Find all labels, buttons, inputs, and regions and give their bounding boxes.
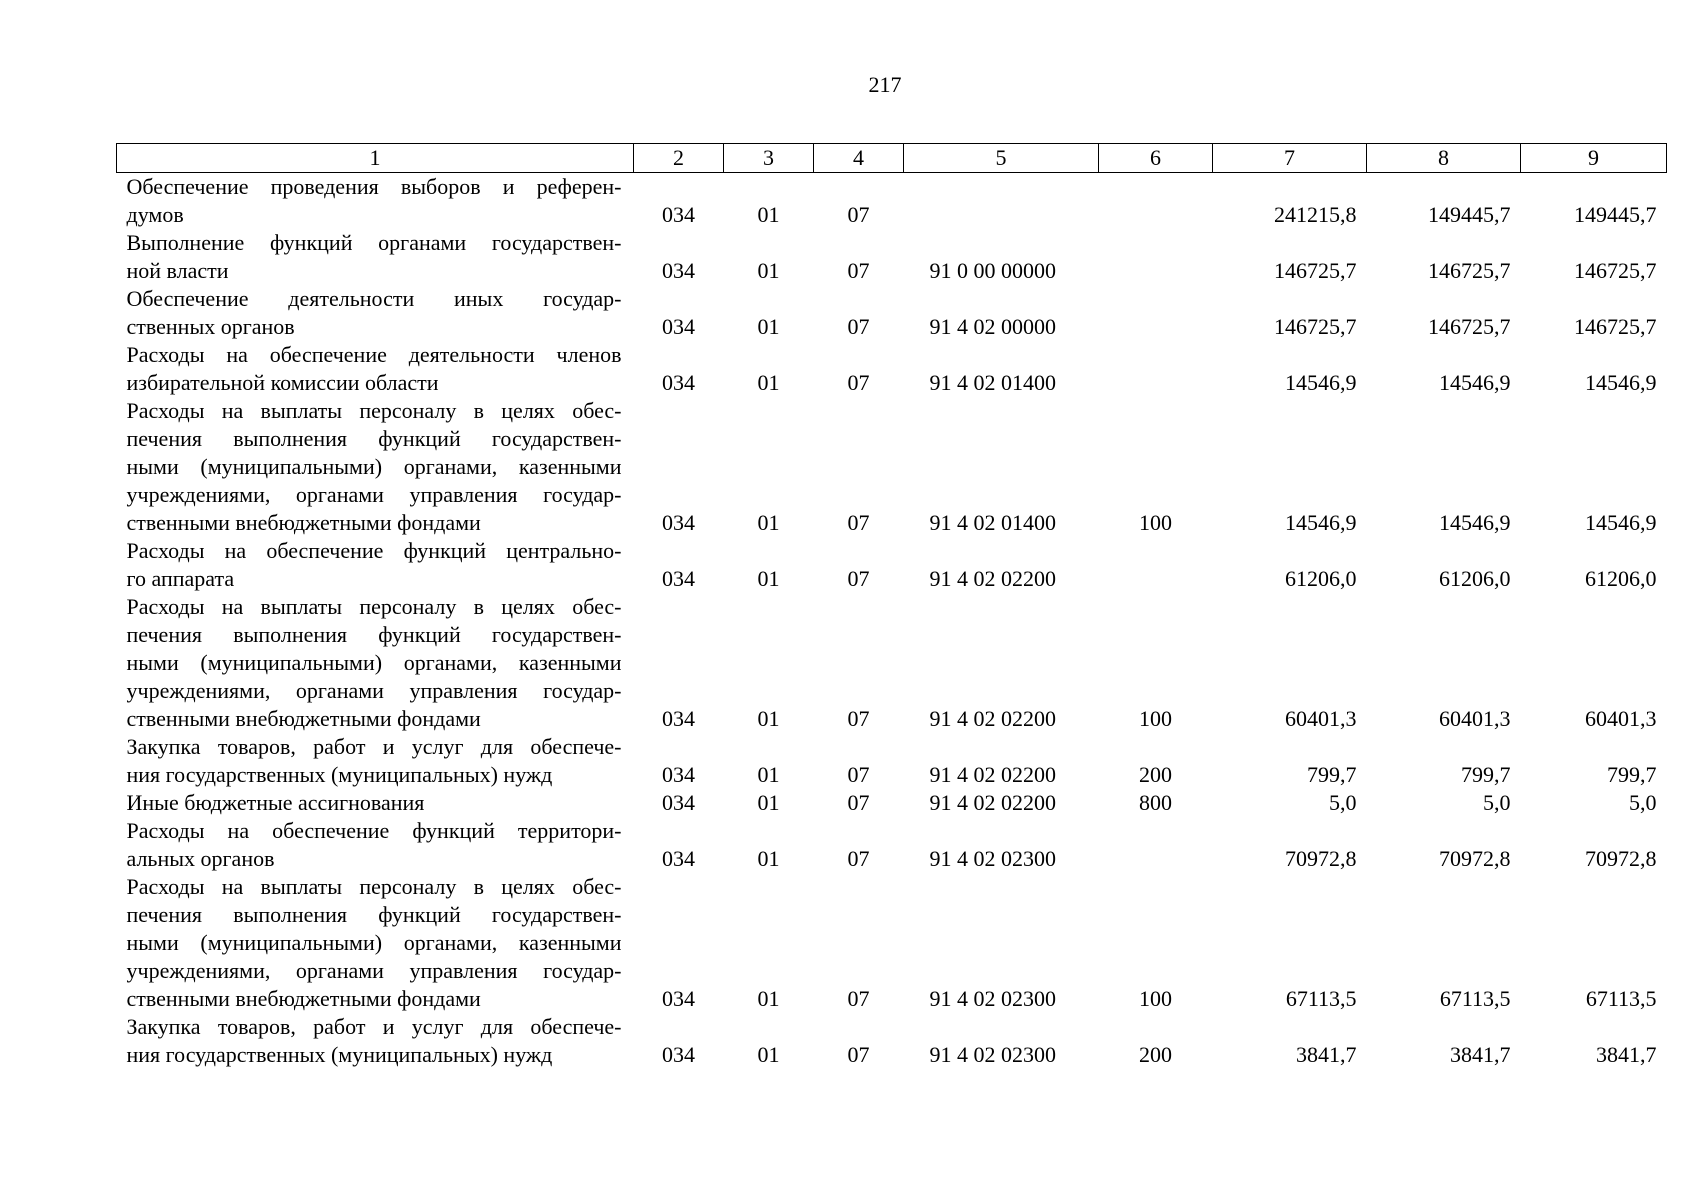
cell-subsection-code: 07 [847, 1042, 870, 1067]
cell-subsection-code: 07 [847, 258, 870, 283]
cell-section-code: 01 [757, 762, 780, 787]
cell-amount-col8: 60401,3 [1439, 706, 1511, 731]
cell-ministry-code: 034 [662, 846, 695, 871]
cell-amount-col9: 799,7 [1607, 762, 1657, 787]
table-row [117, 789, 1667, 817]
cell-expense-name [117, 593, 634, 733]
cell-amount-col7: 67113,5 [1285, 986, 1357, 1011]
cell-section-code: 01 [757, 566, 780, 591]
table-row [117, 173, 1667, 230]
table-row [117, 733, 1667, 789]
cell-section-code: 01 [757, 370, 780, 395]
expense-name-line: го аппарата [126, 566, 235, 591]
cell-amount-col8: 149445,7 [1428, 202, 1511, 227]
table-row [117, 1013, 1667, 1069]
cell-ministry-code: 034 [662, 706, 695, 731]
expense-name-line: Расходы на выплаты персоналу в целях обес- [126, 594, 622, 619]
expense-name-line: ния государственных (муниципальных) нужд [126, 762, 553, 787]
cell-amount-col9: 67113,5 [1585, 986, 1657, 1011]
cell-amount-col8: 799,7 [1461, 762, 1511, 787]
expense-name-line: ственными внебюджетными фондами [126, 706, 481, 731]
cell-subsection-code: 07 [847, 986, 870, 1011]
cell-amount-col8: 70972,8 [1439, 846, 1511, 871]
cell-amount-col9: 70972,8 [1585, 846, 1657, 871]
column-header-2: 2 [634, 144, 724, 173]
cell-target-article: 91 4 02 01400 [929, 510, 1056, 535]
cell-target-article: 91 4 02 02200 [929, 762, 1056, 787]
cell-section-code: 01 [757, 1042, 780, 1067]
cell-amount-col7: 799,7 [1307, 762, 1357, 787]
cell-expense-type [1099, 817, 1213, 873]
cell-amount-col9: 5,0 [1629, 790, 1657, 815]
column-header-1: 1 [117, 144, 634, 173]
cell-target-article: 91 4 02 02200 [929, 706, 1056, 731]
cell-amount-col7: 241215,8 [1274, 202, 1357, 227]
cell-ministry-code: 034 [662, 370, 695, 395]
cell-subsection-code: 07 [847, 510, 870, 535]
cell-ministry-code: 034 [662, 202, 695, 227]
cell-expense-name [117, 229, 634, 285]
cell-amount-col7: 60401,3 [1285, 706, 1357, 731]
cell-amount-col8: 146725,7 [1428, 258, 1511, 283]
expense-name-line: печения выполнения функций государствен- [126, 622, 622, 647]
cell-section-code: 01 [757, 314, 780, 339]
cell-expense-name [117, 817, 634, 873]
cell-target-article [904, 173, 1099, 230]
column-header-5: 5 [904, 144, 1099, 173]
cell-target-article: 91 4 02 02300 [929, 1042, 1056, 1067]
page-number: 217 [868, 72, 902, 97]
cell-subsection-code: 07 [847, 790, 870, 815]
cell-amount-col7: 14546,9 [1285, 510, 1357, 535]
table-row [117, 285, 1667, 341]
column-header-6: 6 [1099, 144, 1213, 173]
cell-amount-col8: 5,0 [1483, 790, 1511, 815]
expense-name-line: Выполнение функций органами государствен- [126, 230, 622, 255]
expense-name-line: ственных органов [126, 314, 295, 339]
cell-expense-type: 100 [1139, 706, 1172, 731]
cell-target-article: 91 0 00 00000 [929, 258, 1056, 283]
expense-name-line: Расходы на обеспечение деятельности членов [126, 342, 622, 367]
expense-name-line: Иные бюджетные ассигнования [126, 790, 425, 815]
expense-name-line: ственными внебюджетными фондами [126, 510, 481, 535]
cell-amount-col9: 61206,0 [1585, 566, 1657, 591]
expense-name-line: ния государственных (муниципальных) нужд [126, 1042, 553, 1067]
cell-amount-col8: 67113,5 [1439, 986, 1511, 1011]
table-row [117, 341, 1667, 397]
column-header-7: 7 [1213, 144, 1367, 173]
expense-name-line: избирательной комиссии области [126, 370, 439, 395]
cell-expense-name [117, 733, 634, 789]
cell-expense-type: 800 [1139, 790, 1172, 815]
expense-name-line: Расходы на выплаты персоналу в целях обес- [126, 874, 622, 899]
cell-expense-name [117, 873, 634, 1013]
cell-amount-col9: 14546,9 [1585, 370, 1657, 395]
cell-target-article: 91 4 02 02300 [929, 846, 1056, 871]
cell-subsection-code: 07 [847, 706, 870, 731]
table-row [117, 873, 1667, 1013]
expense-name-line: Расходы на обеспечение функций территори- [126, 818, 622, 843]
cell-expense-type [1099, 285, 1213, 341]
table-row [117, 537, 1667, 593]
cell-expense-type [1099, 537, 1213, 593]
column-header-8: 8 [1367, 144, 1521, 173]
expense-name-line: ной власти [126, 258, 229, 283]
cell-ministry-code: 034 [662, 510, 695, 535]
cell-expense-type: 200 [1139, 762, 1172, 787]
cell-ministry-code: 034 [662, 986, 695, 1011]
cell-section-code: 01 [757, 790, 780, 815]
expense-name-line: ными (муниципальными) органами, казенными [126, 454, 622, 479]
cell-expense-name [117, 285, 634, 341]
cell-amount-col9: 14546,9 [1585, 510, 1657, 535]
cell-subsection-code: 07 [847, 762, 870, 787]
cell-expense-type: 100 [1139, 986, 1172, 1011]
table-row [117, 817, 1667, 873]
table-body [117, 173, 1667, 1070]
expense-name-line: учреждениями, органами управления государ- [126, 958, 622, 983]
cell-subsection-code: 07 [847, 566, 870, 591]
expense-name-line: думов [126, 202, 184, 227]
expense-name-line: учреждениями, органами управления государ- [126, 678, 622, 703]
cell-section-code: 01 [757, 846, 780, 871]
expense-name-line: ными (муниципальными) органами, казенными [126, 930, 622, 955]
cell-subsection-code: 07 [847, 314, 870, 339]
cell-expense-type [1099, 229, 1213, 285]
cell-amount-col7: 61206,0 [1285, 566, 1357, 591]
cell-expense-name [117, 789, 634, 817]
cell-target-article: 91 4 02 02200 [929, 566, 1056, 591]
cell-expense-type: 200 [1139, 1042, 1172, 1067]
expense-name-line: альных органов [126, 846, 275, 871]
expense-name-line: ными (муниципальными) органами, казенными [126, 650, 622, 675]
expense-name-line: Закупка товаров, работ и услуг для обеспече- [126, 1014, 622, 1039]
cell-amount-col8: 14546,9 [1439, 370, 1511, 395]
cell-expense-name [117, 537, 634, 593]
table-row [117, 593, 1667, 733]
cell-amount-col8: 3841,7 [1450, 1042, 1511, 1067]
cell-amount-col7: 70972,8 [1285, 846, 1357, 871]
cell-target-article: 91 4 02 02300 [929, 986, 1056, 1011]
cell-ministry-code: 034 [662, 762, 695, 787]
table-row [117, 229, 1667, 285]
cell-amount-col7: 14546,9 [1285, 370, 1357, 395]
expense-name-line: Закупка товаров, работ и услуг для обеспече- [126, 734, 622, 759]
expense-name-line: ственными внебюджетными фондами [126, 986, 481, 1011]
cell-ministry-code: 034 [662, 790, 695, 815]
cell-ministry-code: 034 [662, 314, 695, 339]
cell-expense-type [1099, 341, 1213, 397]
cell-subsection-code: 07 [847, 370, 870, 395]
cell-amount-col9: 149445,7 [1574, 202, 1657, 227]
cell-expense-name [117, 173, 634, 230]
cell-expense-type: 100 [1139, 510, 1172, 535]
cell-target-article: 91 4 02 00000 [929, 314, 1056, 339]
cell-section-code: 01 [757, 510, 780, 535]
cell-section-code: 01 [757, 202, 780, 227]
cell-amount-col8: 61206,0 [1439, 566, 1511, 591]
budget-table [116, 143, 1667, 1069]
cell-amount-col9: 146725,7 [1574, 258, 1657, 283]
expense-name-line: Расходы на выплаты персоналу в целях обес- [126, 398, 622, 423]
cell-amount-col7: 146725,7 [1274, 314, 1357, 339]
column-header-4: 4 [814, 144, 904, 173]
cell-amount-col8: 14546,9 [1439, 510, 1511, 535]
expense-name-line: Расходы на обеспечение функций центрально- [126, 538, 622, 563]
expense-name-line: печения выполнения функций государствен- [126, 426, 622, 451]
expense-name-line: печения выполнения функций государствен- [126, 902, 622, 927]
cell-amount-col8: 146725,7 [1428, 314, 1511, 339]
column-header-9: 9 [1521, 144, 1667, 173]
cell-section-code: 01 [757, 706, 780, 731]
cell-section-code: 01 [757, 986, 780, 1011]
cell-expense-type [1099, 173, 1213, 230]
cell-expense-name [117, 341, 634, 397]
table-row [117, 397, 1667, 537]
cell-amount-col7: 3841,7 [1296, 1042, 1357, 1067]
cell-subsection-code: 07 [847, 202, 870, 227]
column-header-3: 3 [724, 144, 814, 173]
cell-target-article: 91 4 02 01400 [929, 370, 1056, 395]
expense-name-line: учреждениями, органами управления государ- [126, 482, 622, 507]
cell-section-code: 01 [757, 258, 780, 283]
cell-target-article: 91 4 02 02200 [929, 790, 1056, 815]
cell-amount-col9: 60401,3 [1585, 706, 1657, 731]
cell-amount-col9: 3841,7 [1596, 1042, 1657, 1067]
cell-subsection-code: 07 [847, 846, 870, 871]
cell-amount-col9: 146725,7 [1574, 314, 1657, 339]
cell-ministry-code: 034 [662, 566, 695, 591]
cell-amount-col7: 5,0 [1329, 790, 1357, 815]
cell-amount-col7: 146725,7 [1274, 258, 1357, 283]
column-number-header [117, 144, 1667, 173]
cell-expense-name [117, 397, 634, 537]
cell-expense-name [117, 1013, 634, 1069]
cell-ministry-code: 034 [662, 258, 695, 283]
expense-name-line: Обеспечение проведения выборов и референ- [126, 174, 622, 199]
expense-name-line: Обеспечение деятельности иных государ- [126, 286, 622, 311]
cell-ministry-code: 034 [662, 1042, 695, 1067]
